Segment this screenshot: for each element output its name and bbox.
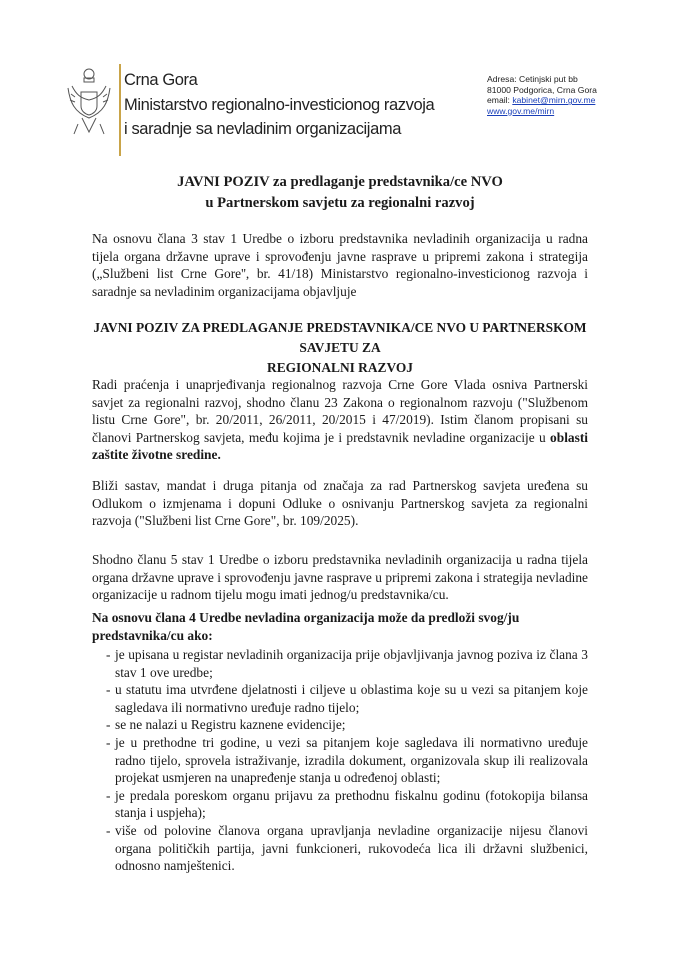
header-divider [119, 64, 121, 156]
caps-heading [92, 318, 588, 378]
council-text: Radi praćenja i unaprjeđivanja regionalnog razvoja Crne Gore Vlada osniva Partnerski savjet za regionalni razvoj, shodno članu 23 Zakona o regionalnom razvoju ("Službenom listu Crne Gore", br. 20/2011, 26/2011, 20/2015 i 47/2019). Istim članom propisani su članovi Partnerskog savjeta, među kojima je i predstavnik nevladine organizacije u [92, 377, 588, 445]
city: 81000 Podgorica, Crna Gora [487, 84, 597, 95]
caps-heading-line1: JAVNI POZIV ZA PREDLAGANJE PREDSTAVNIKA/CE NVO U PARTNERSKOM SAVJETU ZA [93, 320, 587, 355]
country-name: Crna Gora [124, 71, 198, 89]
coat-of-arms-icon [66, 64, 112, 140]
council-area-bold: oblasti zaštite životne sredine. [92, 429, 588, 463]
intro-paragraph: Na osnovu člana 3 stav 1 Uredbe o izboru predstavnika nevladinih organizacija u radna tijela organa državne uprave i sprovođenju javne rasprave u pripremi zakona i strategija („Službeni list Crne Gore'', br. 41/18) Ministarstvo regionalno-investicionog razvoja i saradnje sa nevladinim organizacijama objavljuje [92, 231, 588, 299]
ministry-header [124, 68, 434, 142]
email-link[interactable]: kabinet@mirn.gov.me [512, 95, 596, 106]
list-item: - se ne nalazi u Registru kaznene evidencije; [106, 716, 588, 734]
contact-block [487, 74, 597, 116]
list-item: - je predala poreskom organu prijavu za prethodnu fiskalnu godinu (fotokopija bilansa stanja i uspjeha); [106, 787, 588, 822]
title-line2: u Partnerskom savjetu za regionalni razvoj [205, 195, 475, 211]
title-line1: JAVNI POZIV za predlaganje predstavnika/ce NVO [177, 174, 503, 190]
ministry-name-line1: Ministarstvo regionalno-investicionog razvoja [124, 95, 435, 114]
list-item: - u statutu ima utvrđene djelatnosti i ciljeve u oblastima koje su u vezi sa pitanjem koje sagledava ili normativno uređuje radno tijelo; [106, 681, 588, 716]
address: Adresa: Cetinjski put bb [487, 74, 578, 84]
list-item: - je upisana u registar nevladinih organizacija prije objavljivanja javnog poziva iz člana 3 stav 1 ove uredbe; [106, 646, 588, 681]
list-item: - više od polovine članova organa upravljanja nevladine organizacije nijesu članovi organa političkih partija, javni funkcioneri, rukovodeća lica ili državni službenici, odnosno namještenici. [106, 822, 588, 875]
caps-heading-line2: REGIONALNI RAZVOJ [267, 360, 413, 375]
email-label: email: [487, 95, 513, 106]
composition-paragraph: Bliži sastav, mandat i druga pitanja od značaja za rad Partnerskog savjeta uređena su Odlukom o izmjenama i dopuni Odluke o osnivanju Partnerskog savjeta za regionalni razvoja ("Službeni list Crne Gore", br. 109/2025). [92, 478, 588, 529]
list-item: - je u prethodne tri godine, u vezi sa pitanjem koje sagledava ili normativno uređuje radno tijelo, sprovela istraživanje, izradila dokument, organizovala skup ili realizovala projekat usmjeren na unapređenje stanja u određenoj oblasti; [106, 734, 588, 787]
conditions-heading: Na osnovu člana 4 Uredbe nevladina organizacija može da predloži svog/ju predstavnika/cu ako: [92, 610, 520, 643]
conditions-list [106, 646, 588, 875]
representative-paragraph: Shodno članu 5 stav 1 Uredbe o izboru predstavnika nevladinih organizacija u radna tijela organa državne uprave i sprovođenju javne rasprave u pripremi zakona i strategija nevladine organizacije u radnom tijelu mogu imati jednog/u predstavnika/cu. [92, 552, 588, 603]
document-title [92, 172, 588, 214]
council-paragraph [92, 376, 588, 464]
website-link[interactable]: www.gov.me/mirn [487, 105, 555, 116]
ministry-name-line2: i saradnje sa nevladinim organizacijama [124, 120, 401, 138]
